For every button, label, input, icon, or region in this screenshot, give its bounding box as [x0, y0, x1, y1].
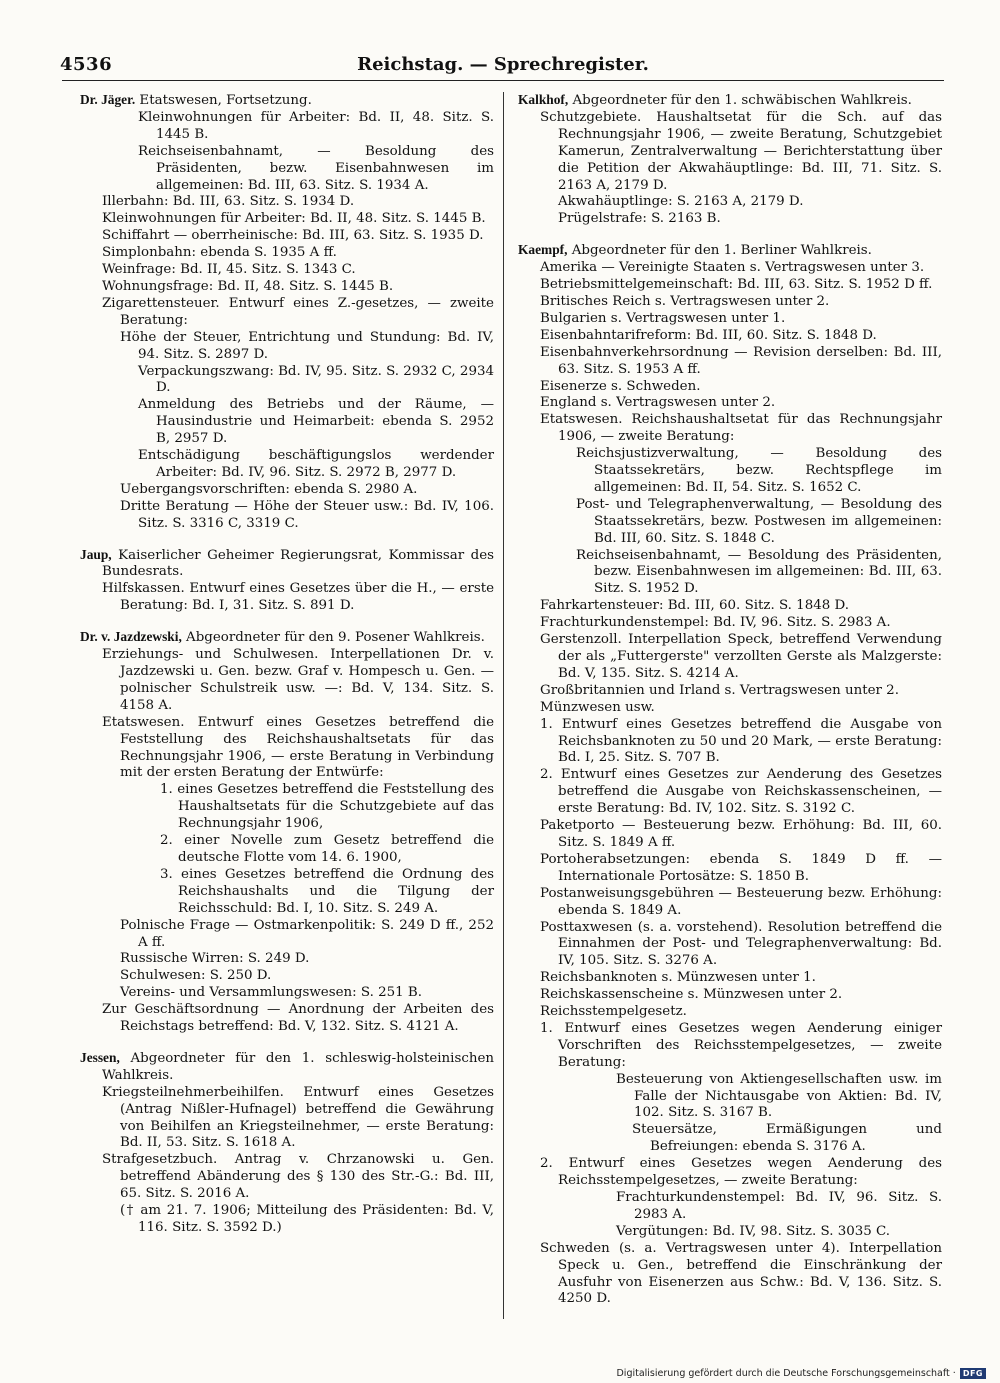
entry-line: Zigarettensteuer. Entwurf eines Z.-gesetzes, — zweite Beratung:	[102, 295, 494, 328]
entry-line: Portoherabsetzungen: ebenda S. 1849 D ff. — Internationale Portosätze: S. 1850 B.	[540, 851, 942, 884]
entry-line: Vereins- und Versammlungswesen: S. 251 B.	[120, 985, 423, 1001]
entry-line: Kriegsteilnehmerbeihilfen. Entwurf eines Gesetzes (Antrag Nißler-Hufnagel) betreffend die Gewährung von Beihilfen an Kriegsteilnehmer, — erste Beratung: Bd. II, 53. Sitz. S. 1618 A.	[102, 1084, 494, 1151]
register-entry	[518, 92, 942, 228]
entry-line: Schulwesen: S. 250 D.	[120, 968, 272, 984]
left-column	[80, 92, 494, 1251]
entry-line: Weinfrage: Bd. II, 45. Sitz. S. 1343 C.	[102, 262, 356, 278]
entry-line: England s. Vertragswesen unter 2.	[540, 395, 776, 411]
register-entry	[80, 92, 494, 533]
speaker-name: Jessen,	[80, 1049, 120, 1065]
entry-heading	[80, 1050, 494, 1085]
header-rule	[62, 80, 944, 81]
entry-line: Polnische Frage — Ostmarkenpolitik: S. 249 D ff., 252 A ff.	[120, 917, 494, 950]
column-divider	[503, 92, 504, 1319]
entry-line: Paketporto — Besteuerung bezw. Erhöhung: Bd. III, 60. Sitz. S. 1849 A ff.	[540, 818, 942, 850]
register-entry	[80, 547, 494, 616]
entry-line: Simplonbahn: ebenda S. 1935 A ff.	[102, 245, 337, 261]
entry-line: Uebergangsvorschriften: ebenda S. 2980 A.	[120, 481, 418, 497]
entry-line: Kleinwohnungen für Arbeiter: Bd. II, 48. Sitz. S. 1445 B.	[138, 109, 494, 142]
entry-line: Frachturkundenstempel: Bd. IV, 96. Sitz. S. 2983 A.	[540, 615, 891, 631]
entry-line: Eisenbahntarifreform: Bd. III, 60. Sitz. S. 1848 D.	[540, 327, 877, 343]
entry-line: Schiffahrt — oberrheinische: Bd. III, 63. Sitz. S. 1935 D.	[102, 228, 484, 244]
entry-line: Verpackungszwang: Bd. IV, 95. Sitz. S. 2932 C, 2934 D.	[138, 363, 495, 396]
entry-line: Steuersätze, Ermäßigungen und Befreiungen: ebenda S. 3176 A.	[632, 1122, 942, 1155]
speaker-description: Kaiserlicher Geheimer Regierungsrat, Kommissar des Bundesrats.	[102, 547, 494, 580]
entry-line: Anmeldung des Betriebs und der Räume, — Hausindustrie und Heimarbeit: ebenda S. 2952 B, 2957 D.	[138, 397, 494, 447]
dfg-logo: DFG	[960, 1368, 986, 1379]
entry-line: Amerika — Vereinigte Staaten s. Vertragswesen unter 3.	[540, 260, 925, 276]
entry-line: 2. einer Novelle zum Gesetz betreffend die deutsche Flotte vom 14. 6. 1900,	[160, 833, 494, 865]
right-column	[518, 92, 942, 1322]
page-number: 4536	[60, 54, 113, 75]
entry-line: Etatswesen. Reichshaushaltsetat für das Rechnungsjahr 1906, — zweite Beratung:	[540, 412, 942, 445]
entry-line: 3. eines Gesetzes betreffend die Ordnung des Reichshaushalts und die Tilgung der Reichsschuld: Bd. I, 10. Sitz. S. 249 A.	[160, 866, 494, 916]
entry-line: Großbritannien und Irland s. Vertragswesen unter 2.	[540, 682, 899, 698]
speaker-name: Kalkhof,	[518, 92, 569, 107]
entry-line: Betriebsmittelgemeinschaft: Bd. III, 63. Sitz. S. 1952 D ff.	[540, 277, 933, 293]
entry-line: Britisches Reich s. Vertragswesen unter 2.	[540, 293, 830, 309]
register-entry	[518, 242, 942, 1308]
entry-line: Münzwesen usw.	[540, 699, 655, 715]
entry-line: Post- und Telegraphenverwaltung, — Besoldung des Staatssekretärs, bezw. Postwesen im allgemeinen: Bd. III, 60. Sitz. S. 1848 C.	[576, 496, 942, 546]
entry-line: Wohnungsfrage: Bd. II, 48. Sitz. S. 1445 B.	[102, 278, 394, 294]
speaker-name: Jaup,	[80, 546, 112, 562]
entry-line: Fahrkartensteuer: Bd. III, 60. Sitz. S. 1848 D.	[540, 598, 850, 614]
speaker-description: Abgeordneter für den 1. schwäbischen Wahlkreis.	[568, 93, 912, 108]
speaker-description: Abgeordneter für den 9. Posener Wahlkreis.	[181, 630, 485, 646]
entry-line: Reichsstempelgesetz.	[540, 1004, 687, 1020]
footer	[616, 1368, 986, 1379]
entry-line: Reichseisenbahnamt, — Besoldung des Präsidenten, bezw. Eisenbahnwesen im allgemeinen: Bd. III, 63. Sitz. S. 1952 D.	[576, 547, 942, 597]
speaker-description: Etatswesen, Fortsetzung.	[135, 93, 312, 108]
entry-line: Bulgarien s. Vertragswesen unter 1.	[540, 310, 786, 326]
speaker-description: Abgeordneter für den 1. Berliner Wahlkreis.	[567, 243, 872, 259]
entry-line: 1. Entwurf eines Gesetzes betreffend die Ausgabe von Reichsbanknoten zu 50 und 20 Mark, — erste Beratung: Bd. I, 25. Sitz. S. 707 B.	[540, 716, 942, 766]
entry-heading	[80, 547, 494, 582]
entry-line: Besteuerung von Aktiengesellschaften usw. im Falle der Nichtausgabe von Aktien: Bd. IV, 102. Sitz. S. 3167 B.	[616, 1071, 942, 1121]
entry-line: Vergütungen: Bd. IV, 98. Sitz. S. 3035 C.	[616, 1223, 891, 1239]
entry-line: Hilfskassen. Entwurf eines Gesetzes über die H., — erste Beratung: Bd. I, 31. Sitz. S. 891 D.	[102, 581, 494, 614]
register-entry	[80, 1050, 494, 1237]
entry-line: Eisenbahnverkehrsordnung — Revision derselben: Bd. III, 63. Sitz. S. 1953 A ff.	[540, 344, 942, 377]
entry-line: Postanweisungsgebühren — Besteuerung bezw. Erhöhung: ebenda S. 1849 A.	[540, 885, 942, 918]
entry-line: Reichsbanknoten s. Münzwesen unter 1.	[540, 970, 816, 986]
speaker-name: Dr. Jäger.	[80, 92, 136, 107]
entry-line: Frachturkundenstempel: Bd. IV, 96. Sitz. S. 2983 A.	[616, 1190, 942, 1222]
entry-line: Akwahäuptlinge: S. 2163 A, 2179 D.	[558, 194, 804, 210]
running-title: Reichstag. — Sprechregister.	[357, 54, 649, 75]
entry-line: 2. Entwurf eines Gesetzes zur Aenderung des Gesetzes betreffend die Ausgabe von Reichskassenscheinen, — erste Beratung: Bd. IV, 102. Sitz. S. 3192 C.	[540, 767, 942, 817]
entry-line: Etatswesen. Entwurf eines Gesetzes betreffend die Feststellung des Reichshaushaltsetats für das Rechnungsjahr 1906, — erste Beratung in Verbindung mit der ersten Beratung der Entwürfe:	[102, 714, 494, 781]
speaker-name: Kaempf,	[518, 242, 568, 258]
entry-line: Reichskassenscheine s. Münzwesen unter 2.	[540, 987, 843, 1003]
entry-line: Zur Geschäftsordnung — Anordnung der Arbeiten des Reichstags betreffend: Bd. V, 132. Sitz. S. 4121 A.	[102, 1002, 494, 1035]
entry-line: Höhe der Steuer, Entrichtung und Stundung: Bd. IV, 94. Sitz. S. 2897 D.	[120, 329, 494, 362]
entry-line: († am 21. 7. 1906; Mitteilung des Präsidenten: Bd. V, 116. Sitz. S. 3592 D.)	[120, 1203, 494, 1235]
entry-line: Eisenerze s. Schweden.	[540, 378, 701, 394]
entry-line: Reichsjustizverwaltung, — Besoldung des Staatssekretärs, bezw. Rechtspflege im allgemeinen: Bd. II, 54. Sitz. S. 1652 C.	[576, 446, 942, 495]
entry-line: Reichseisenbahnamt, — Besoldung des Präsidenten, bezw. Eisenbahnwesen im allgemeinen: Bd. III, 63. Sitz. S. 1934 A.	[138, 143, 494, 193]
entry-line: Russische Wirren: S. 249 D.	[120, 951, 310, 967]
entry-line: Illerbahn: Bd. III, 63. Sitz. S. 1934 D.	[102, 194, 355, 210]
entry-line: Erziehungs- und Schulwesen. Interpellationen Dr. v. Jazdzewski u. Gen. bezw. Graf v. Hompesch u. Gen. — polnischer Schulstreik usw. —: Bd. V, 134. Sitz. S. 4158 A.	[102, 647, 494, 713]
entry-heading	[518, 92, 942, 110]
entry-line: Schutzgebiete. Haushaltsetat für die Sch. auf das Rechnungsjahr 1906, — zweite Beratung, Schutzgebiet Kamerun, Zentralverwaltung — Berichterstattung über die Petition der Akwahäuptlinge: Bd. III, 71. Sitz. S. 2163 A, 2179 D.	[540, 109, 942, 193]
register-entry	[80, 629, 494, 1036]
entry-line: Posttaxwesen (s. a. vorstehend). Resolution betreffend die Einnahmen der Post- und Telegraphenverwaltung: Bd. IV, 105. Sitz. S. 3276 A.	[540, 919, 942, 969]
entry-line: Dritte Beratung — Höhe der Steuer usw.: Bd. IV, 106. Sitz. S. 3316 C, 3319 C.	[120, 498, 494, 531]
entry-line: 1. eines Gesetzes betreffend die Feststellung des Haushaltsetats für die Schutzgebiete auf das Rechnungsjahr 1906,	[160, 782, 494, 832]
footer-text: Digitalisierung gefördert durch die Deutsche Forschungsgemeinschaft ·	[616, 1368, 956, 1379]
entry-line: 2. Entwurf eines Gesetzes wegen Aenderung des Reichsstempelgesetzes, — zweite Beratung:	[540, 1156, 942, 1189]
page-header	[60, 52, 946, 78]
entry-line: Schweden (s. a. Vertragswesen unter 4). Interpellation Speck u. Gen., betreffend die Einschränkung der Ausfuhr von Eisenerzen aus Schw.: Bd. V, 136. Sitz. S. 4250 D.	[540, 1240, 942, 1307]
entry-line: 1. Entwurf eines Gesetzes wegen Aenderung einiger Vorschriften des Reichsstempelgesetzes, — zweite Beratung:	[540, 1020, 942, 1070]
entry-heading	[80, 629, 494, 647]
entry-line: Entschädigung beschäftigungslos werdender Arbeiter: Bd. IV, 96. Sitz. S. 2972 B, 2977 D.	[138, 448, 494, 480]
entry-heading	[80, 92, 494, 110]
entry-line: Prügelstrafe: S. 2163 B.	[558, 211, 721, 227]
entry-line: Kleinwohnungen für Arbeiter: Bd. II, 48. Sitz. S. 1445 B.	[102, 211, 486, 227]
speaker-name: Dr. v. Jazdzewski,	[80, 629, 182, 645]
entry-line: Strafgesetzbuch. Antrag v. Chrzanowski u. Gen. betreffend Abänderung des § 130 des Str.-G.: Bd. III, 65. Sitz. S. 2016 A.	[102, 1152, 494, 1202]
entry-line: Gerstenzoll. Interpellation Speck, betreffend Verwendung der als „Futtergerste" verzollten Gerste als Malzgerste: Bd. V, 135. Sitz. S. 4214 A.	[540, 632, 942, 681]
entry-heading	[518, 242, 942, 260]
speaker-description: Abgeordneter für den 1. schleswig-holsteinischen Wahlkreis.	[102, 1050, 494, 1083]
